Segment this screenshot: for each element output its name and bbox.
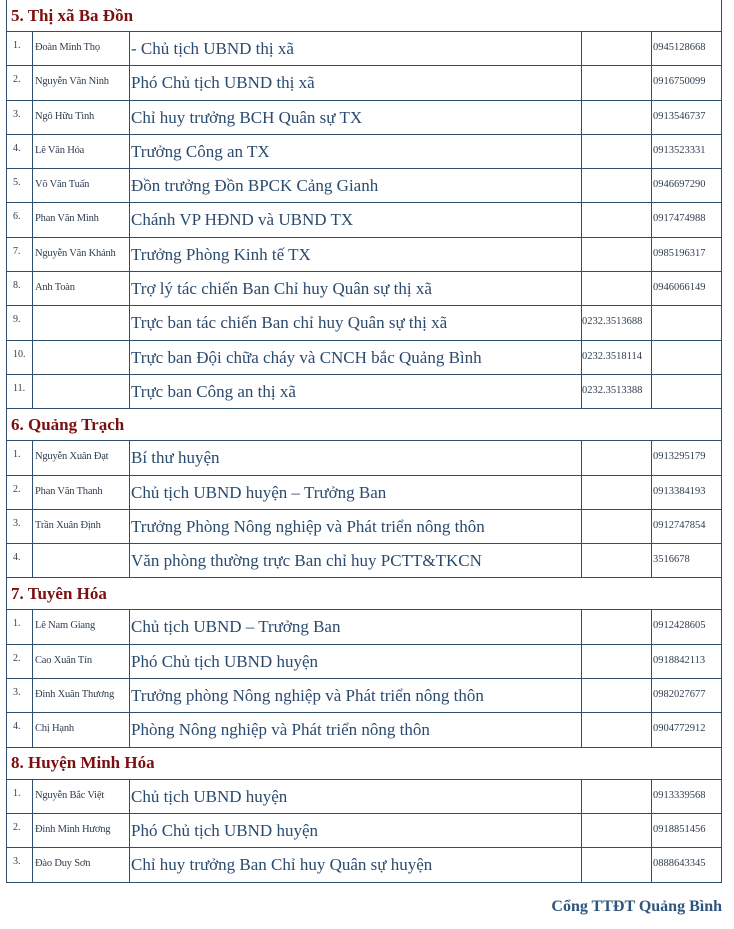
row-index: 1. <box>7 610 33 643</box>
table-row <box>7 780 721 814</box>
table-row <box>7 169 721 203</box>
row-index: 2. <box>7 814 33 847</box>
contact-name <box>33 306 130 339</box>
desk-phone <box>582 679 652 712</box>
contact-name: Đào Duy Sơn <box>33 848 130 881</box>
row-index: 3. <box>7 679 33 712</box>
contact-role: Trưởng Phòng Nông nghiệp và Phát triển nông thôn <box>130 510 582 543</box>
contact-table <box>6 0 722 883</box>
contact-name: Đoàn Minh Thọ <box>33 32 130 65</box>
row-index: 11. <box>7 375 33 408</box>
contact-role: Đồn trưởng Đồn BPCK Cảng Gianh <box>130 169 582 202</box>
contact-role: Bí thư huyện <box>130 441 582 474</box>
table-row <box>7 272 721 306</box>
table-row <box>7 510 721 544</box>
mobile-phone: 0913295179 <box>653 451 706 463</box>
row-index: 4. <box>7 713 33 746</box>
contact-name: Phan Văn Minh <box>33 203 130 236</box>
desk-phone: 0232.3518114 <box>582 341 652 374</box>
contact-name: Lê Nam Giang <box>33 610 130 643</box>
section-header <box>7 578 721 610</box>
contact-name: Trần Xuân Định <box>33 510 130 543</box>
row-index: 8. <box>7 272 33 305</box>
mobile-phone <box>652 341 721 374</box>
section-title: 6. Quảng Trạch <box>11 414 125 434</box>
mobile-phone: 3516678 <box>653 554 690 566</box>
desk-phone <box>582 66 652 99</box>
contact-role: Chỉ huy trưởng BCH Quân sự TX <box>130 101 582 134</box>
contact-name: Võ Văn Tuấn <box>33 169 130 202</box>
mobile-phone: 0888643345 <box>653 858 706 870</box>
contact-name <box>33 544 130 577</box>
mobile-phone: 0918842113 <box>653 654 706 666</box>
section-header <box>7 409 721 441</box>
mobile-phone: 0982027677 <box>653 689 706 701</box>
contact-role: Trưởng phòng Nông nghiệp và Phát triển nông thôn <box>130 679 582 712</box>
table-row <box>7 101 721 135</box>
table-row <box>7 544 721 578</box>
mobile-phone: 0912428605 <box>653 620 706 632</box>
contact-role: Phó Chủ tịch UBND thị xã <box>130 66 582 99</box>
contact-role: Chủ tịch UBND – Trưởng Ban <box>130 610 582 643</box>
table-row <box>7 441 721 475</box>
desk-phone <box>582 169 652 202</box>
section-title: 7. Tuyên Hóa <box>11 583 107 603</box>
desk-phone <box>582 135 652 168</box>
contact-name <box>33 375 130 408</box>
table-row <box>7 135 721 169</box>
table-row <box>7 66 721 100</box>
contact-role: Phòng Nông nghiệp và Phát triển nông thôn <box>130 713 582 746</box>
contact-role: Chỉ huy trưởng Ban Chỉ huy Quân sự huyện <box>130 848 582 881</box>
mobile-phone: 0945128668 <box>653 42 706 53</box>
contact-role: Trưởng Công an TX <box>130 135 582 168</box>
row-index: 9. <box>7 306 33 339</box>
contact-role: Phó Chủ tịch UBND huyện <box>130 814 582 847</box>
mobile-phone: 0912747854 <box>653 519 706 531</box>
row-index: 3. <box>7 510 33 543</box>
table-row <box>7 476 721 510</box>
desk-phone <box>582 476 652 509</box>
desk-phone <box>582 610 652 643</box>
contact-name: Phan Văn Thanh <box>33 476 130 509</box>
contact-name: Nguyễn Xuân Đạt <box>33 441 130 474</box>
desk-phone: 0232.3513388 <box>582 375 652 408</box>
section-header <box>7 0 721 32</box>
mobile-phone <box>652 306 721 339</box>
table-row <box>7 713 721 747</box>
table-row <box>7 814 721 848</box>
table-row <box>7 203 721 237</box>
row-index: 5. <box>7 169 33 202</box>
row-index: 2. <box>7 66 33 99</box>
desk-phone <box>582 441 652 474</box>
row-index: 4. <box>7 544 33 577</box>
mobile-phone: 0946066149 <box>653 282 706 294</box>
contact-name: Chị Hạnh <box>33 713 130 746</box>
contact-name: Anh Toàn <box>33 272 130 305</box>
mobile-phone: 0918851456 <box>653 823 706 835</box>
mobile-phone: 0985196317 <box>653 247 706 259</box>
contact-role: Phó Chủ tịch UBND huyện <box>130 645 582 678</box>
mobile-phone: 0916750099 <box>653 76 706 88</box>
section-header <box>7 748 721 780</box>
desk-phone <box>582 713 652 746</box>
mobile-phone: 0913384193 <box>653 485 706 497</box>
section-title: 8. Huyện Minh Hóa <box>11 753 155 773</box>
desk-phone <box>582 203 652 236</box>
contact-role: Trực ban Đội chữa cháy và CNCH bắc Quảng Bình <box>130 341 582 374</box>
contact-role: Văn phòng thường trực Ban chỉ huy PCTT&TKCN <box>130 544 582 577</box>
contact-name: Đinh Minh Hương <box>33 814 130 847</box>
row-index: 1. <box>7 780 33 813</box>
desk-phone <box>582 780 652 813</box>
contact-name: Ngô Hữu Tình <box>33 101 130 134</box>
contact-role: - Chủ tịch UBND thị xã <box>130 32 582 65</box>
desk-phone <box>582 238 652 271</box>
contact-name: Lê Văn Hóa <box>33 135 130 168</box>
section-title: 5. Thị xã Ba Đồn <box>11 5 134 25</box>
table-row <box>7 679 721 713</box>
table-row <box>7 341 721 375</box>
contact-role: Chủ tịch UBND huyện <box>130 780 582 813</box>
mobile-phone: 0913339568 <box>653 789 706 801</box>
mobile-phone <box>652 375 721 408</box>
row-index: 2. <box>7 476 33 509</box>
contact-name <box>33 341 130 374</box>
table-row <box>7 32 721 66</box>
table-row <box>7 375 721 409</box>
contact-role: Chủ tịch UBND huyện – Trưởng Ban <box>130 476 582 509</box>
row-index: 7. <box>7 238 33 271</box>
mobile-phone: 0946697290 <box>653 179 706 191</box>
desk-phone <box>582 645 652 678</box>
table-row <box>7 238 721 272</box>
row-index: 3. <box>7 848 33 881</box>
mobile-phone: 0913546737 <box>653 110 706 122</box>
contact-name: Nguyễn Văn Ninh <box>33 66 130 99</box>
footer-source: Cổng TTĐT Quảng Bình <box>551 898 722 915</box>
contact-name: Nguyễn Văn Khánh <box>33 238 130 271</box>
row-index: 6. <box>7 203 33 236</box>
table-row <box>7 610 721 644</box>
mobile-phone: 0904772912 <box>653 723 706 735</box>
desk-phone <box>582 544 652 577</box>
table-row <box>7 848 721 882</box>
mobile-phone: 0917474988 <box>653 213 706 225</box>
desk-phone: 0232.3513688 <box>582 306 652 339</box>
desk-phone <box>582 814 652 847</box>
desk-phone <box>582 101 652 134</box>
row-index: 1. <box>7 441 33 474</box>
table-row <box>7 645 721 679</box>
contact-name: Nguyễn Bắc Việt <box>33 780 130 813</box>
contact-name: Đinh Xuân Thương <box>33 679 130 712</box>
desk-phone <box>582 848 652 881</box>
mobile-phone: 0913523331 <box>653 144 706 156</box>
contact-role: Trưởng Phòng Kinh tế TX <box>130 238 582 271</box>
contact-name: Cao Xuân Tín <box>33 645 130 678</box>
table-row <box>7 306 721 340</box>
row-index: 10. <box>7 341 33 374</box>
desk-phone <box>582 510 652 543</box>
row-index: 1. <box>7 32 33 65</box>
row-index: 2. <box>7 645 33 678</box>
contact-role: Trực ban Công an thị xã <box>130 375 582 408</box>
contact-role: Trực ban tác chiến Ban chỉ huy Quân sự thị xã <box>130 306 582 339</box>
contact-role: Trợ lý tác chiến Ban Chỉ huy Quân sự thị xã <box>130 272 582 305</box>
desk-phone <box>582 32 652 65</box>
desk-phone <box>582 272 652 305</box>
row-index: 3. <box>7 101 33 134</box>
row-index: 4. <box>7 135 33 168</box>
contact-role: Chánh VP HĐND và UBND TX <box>130 203 582 236</box>
